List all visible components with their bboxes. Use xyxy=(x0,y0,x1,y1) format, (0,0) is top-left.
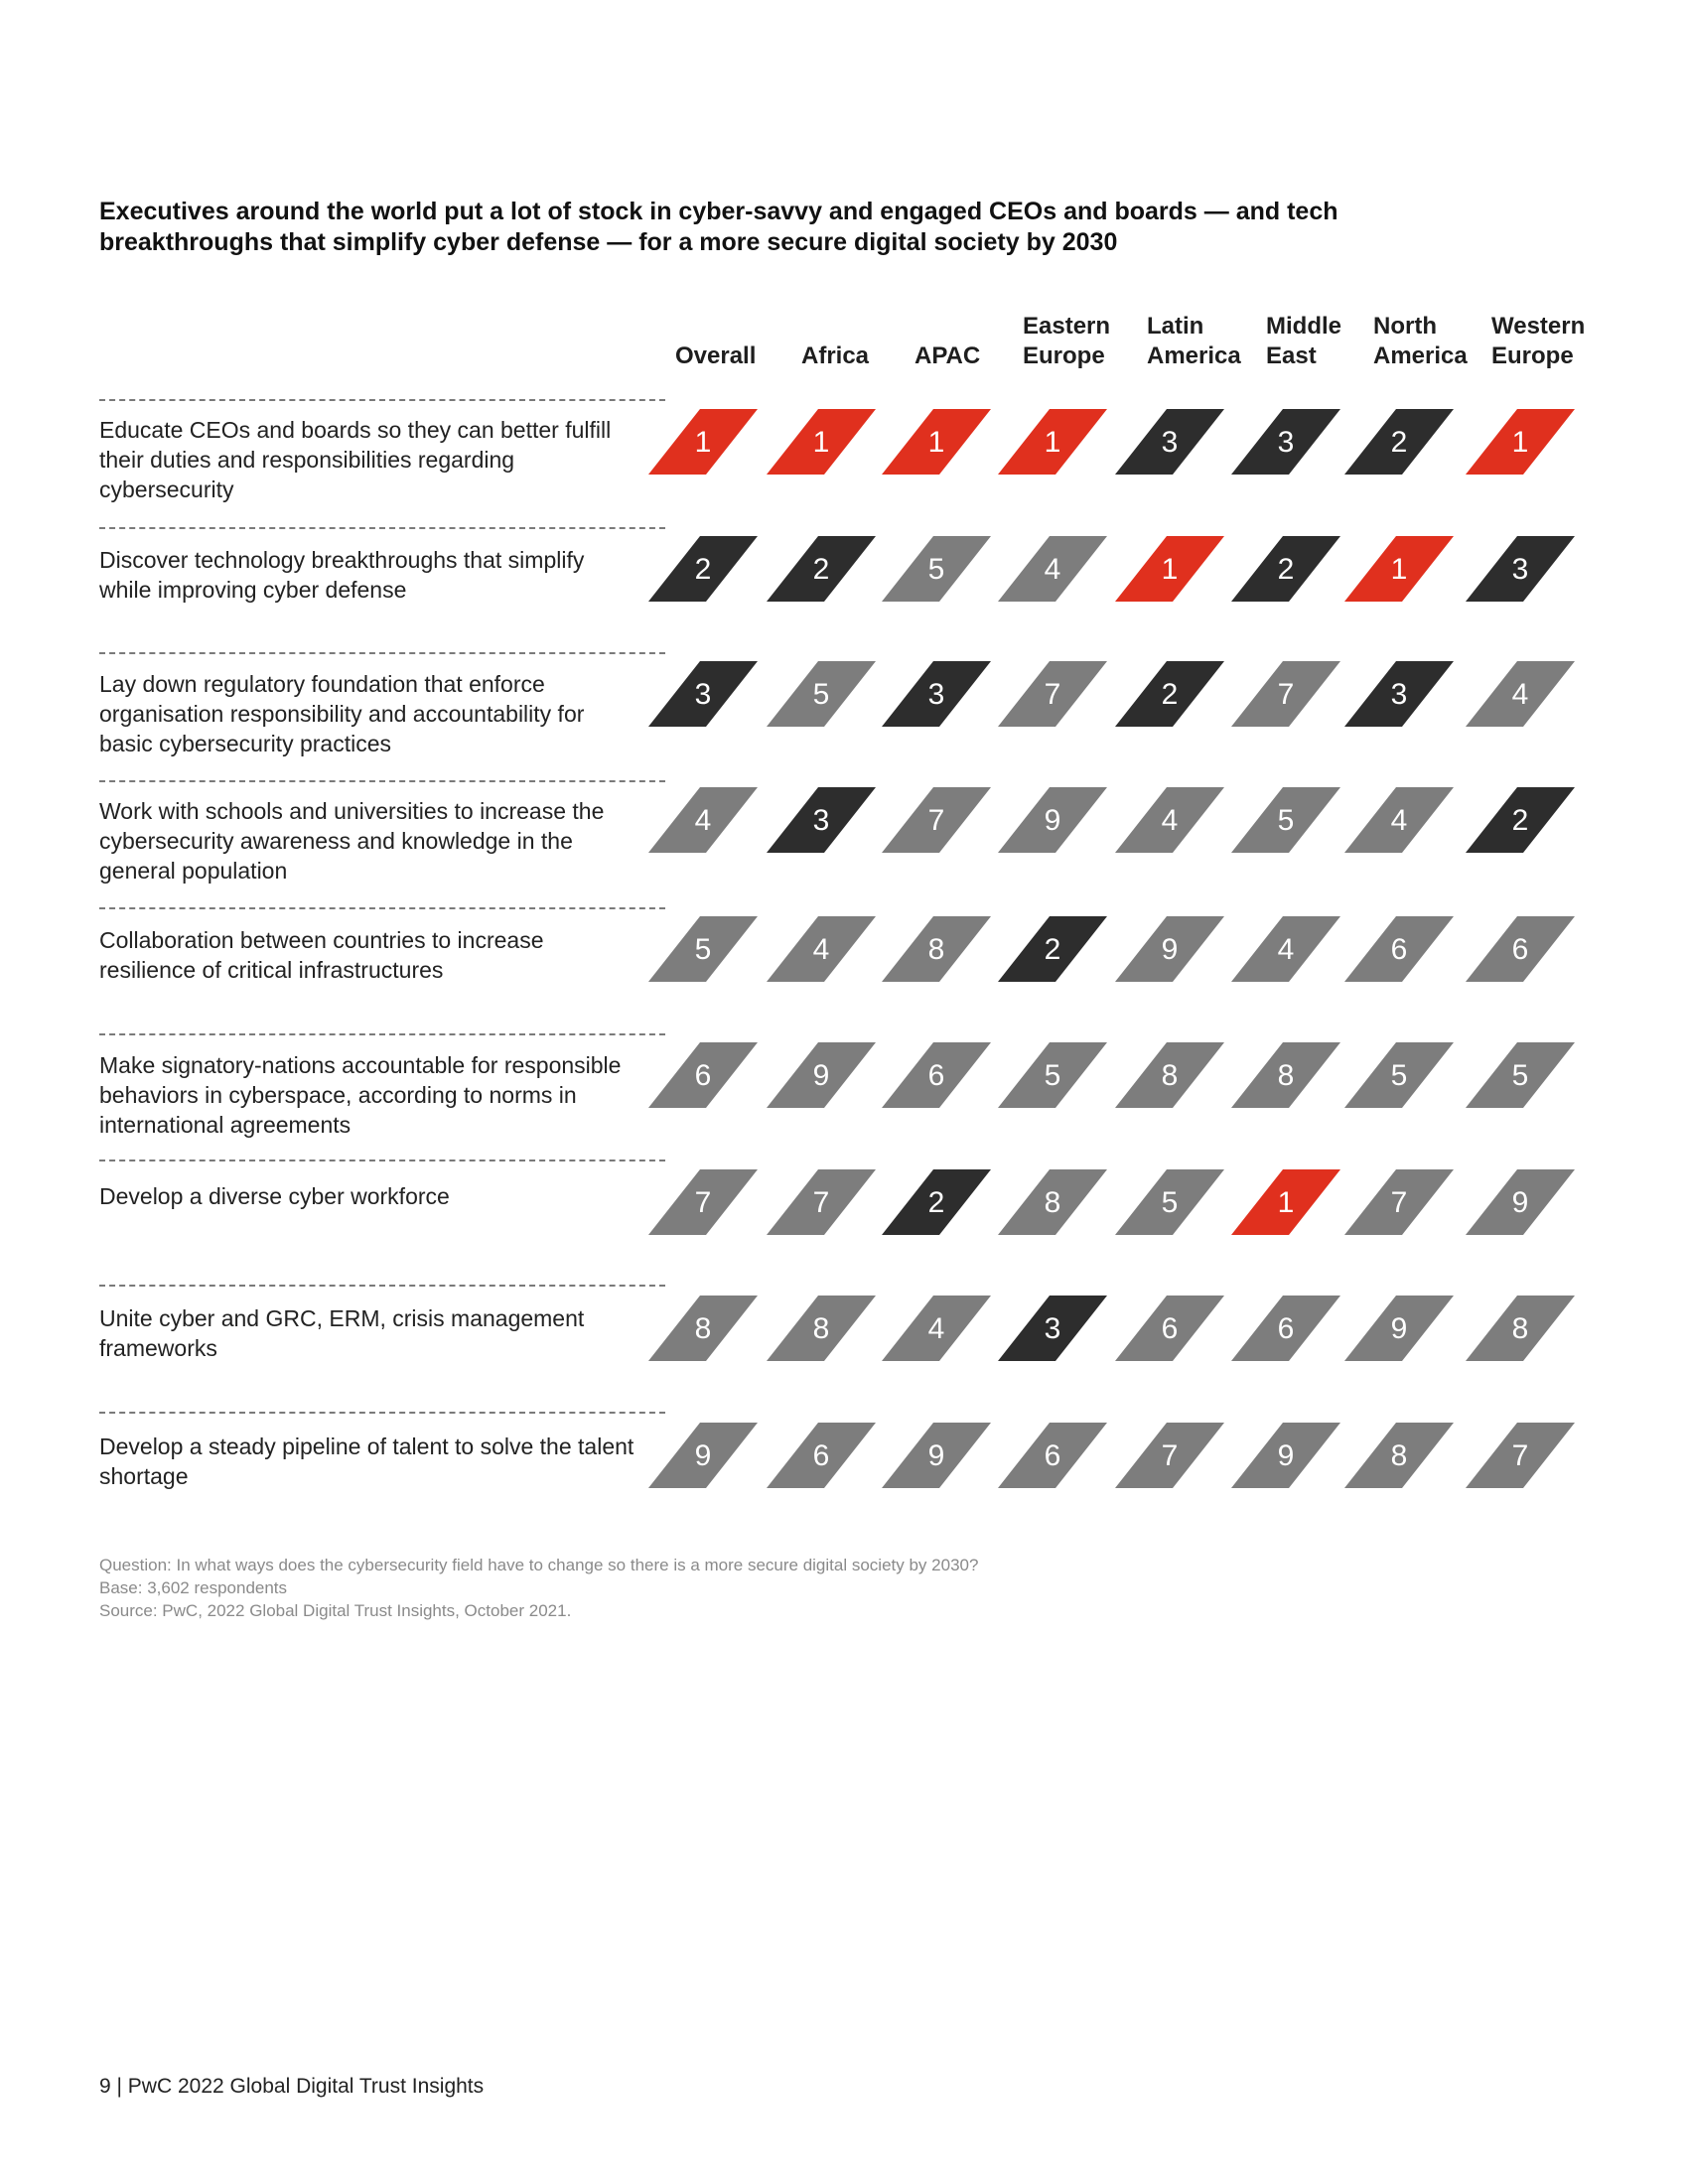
rank-value: 4 xyxy=(1044,553,1061,586)
column-header-apac: APAC xyxy=(914,342,981,369)
rank-value: 9 xyxy=(927,1439,945,1472)
rank-value: 2 xyxy=(694,553,712,586)
rank-value: 8 xyxy=(812,1312,830,1345)
rank-value: 7 xyxy=(927,804,945,837)
rank-value: 9 xyxy=(1511,1186,1529,1219)
rank-value: 5 xyxy=(1511,1059,1529,1092)
row-label-talent-pipeline: Develop a steady pipeline of talent to solve the talent shortage xyxy=(99,1433,634,1489)
rank-value: 1 xyxy=(1277,1186,1295,1219)
rank-value: 3 xyxy=(1511,553,1529,586)
rank-value: 1 xyxy=(927,426,945,459)
rank-value: 9 xyxy=(694,1439,712,1472)
rank-value: 3 xyxy=(927,678,945,711)
rank-value: 5 xyxy=(1277,804,1295,837)
rank-value: 6 xyxy=(1277,1312,1295,1345)
rank-value: 1 xyxy=(694,426,712,459)
rank-value: 4 xyxy=(927,1312,945,1345)
rank-value: 3 xyxy=(1044,1312,1061,1345)
rank-value: 7 xyxy=(1511,1439,1529,1472)
column-header-africa: Africa xyxy=(801,342,870,369)
rank-value: 8 xyxy=(1390,1439,1408,1472)
rank-value: 5 xyxy=(1044,1059,1061,1092)
rank-value: 4 xyxy=(1161,804,1179,837)
rank-value: 5 xyxy=(1161,1186,1179,1219)
chart-title: Executives around the world put a lot of stock in cyber-savvy and engaged CEOs and boards — and tech breakthroughs that simplify cyber defense — for a more secure digital society by 2030 xyxy=(99,198,1338,256)
row-label-unite-cyber-grc: Unite cyber and GRC, ERM, crisis management frameworks xyxy=(99,1305,585,1361)
row-label-schools-universities: Work with schools and universities to increase the cybersecurity awareness and knowledge in the general population xyxy=(99,798,605,884)
rank-value: 9 xyxy=(1390,1312,1408,1345)
rank-value: 3 xyxy=(812,804,830,837)
rank-value: 1 xyxy=(1511,426,1529,459)
row-label-tech-breakthroughs: Discover technology breakthroughs that simplify while improving cyber defense xyxy=(99,547,585,603)
rank-value: 1 xyxy=(1044,426,1061,459)
rank-value: 8 xyxy=(1161,1059,1179,1092)
rank-value: 6 xyxy=(1511,933,1529,966)
row-label-regulatory-foundation: Lay down regulatory foundation that enforce organisation responsibility and accountability for basic cybersecurity practices xyxy=(99,671,585,756)
footnote-question: Question: In what ways does the cybersecurity field have to change so there is a more secure digital society by 2030? xyxy=(99,1556,979,1574)
rank-value: 5 xyxy=(694,933,712,966)
rank-value: 6 xyxy=(694,1059,712,1092)
rank-value: 8 xyxy=(694,1312,712,1345)
rank-value: 4 xyxy=(812,933,830,966)
rank-value: 4 xyxy=(694,804,712,837)
rank-value: 9 xyxy=(1044,804,1061,837)
rank-value: 4 xyxy=(1277,933,1295,966)
rank-value: 3 xyxy=(1161,426,1179,459)
rank-value: 8 xyxy=(1044,1186,1061,1219)
rank-value: 9 xyxy=(812,1059,830,1092)
rank-value: 9 xyxy=(1277,1439,1295,1472)
rank-value: 2 xyxy=(1390,426,1408,459)
rank-value: 8 xyxy=(1277,1059,1295,1092)
column-header-western-europe: Western Europe xyxy=(1491,313,1586,369)
page-footer: 9 | PwC 2022 Global Digital Trust Insights xyxy=(99,2075,485,2098)
rank-value: 1 xyxy=(1390,553,1408,586)
rank-value: 2 xyxy=(1277,553,1295,586)
rank-value: 5 xyxy=(812,678,830,711)
rank-value: 9 xyxy=(1161,933,1179,966)
column-header-latin-america: Latin America xyxy=(1147,313,1241,369)
rank-value: 5 xyxy=(927,553,945,586)
rank-value: 6 xyxy=(927,1059,945,1092)
rank-value: 2 xyxy=(1044,933,1061,966)
rank-value: 7 xyxy=(1390,1186,1408,1219)
rank-value: 7 xyxy=(1044,678,1061,711)
rank-value: 7 xyxy=(694,1186,712,1219)
rank-value: 7 xyxy=(812,1186,830,1219)
row-label-diverse-workforce: Develop a diverse cyber workforce xyxy=(99,1183,450,1209)
row-label-educate-ceos: Educate CEOs and boards so they can better fulfill their duties and responsibilities regarding cybersecurity xyxy=(99,417,612,502)
column-header-middle-east: Middle East xyxy=(1266,313,1341,369)
rank-value: 6 xyxy=(1161,1312,1179,1345)
column-header-eastern-europe: Eastern Europe xyxy=(1023,313,1111,369)
rank-value: 1 xyxy=(1161,553,1179,586)
row-label-collaboration-countries: Collaboration between countries to increase resilience of critical infrastructures xyxy=(99,927,544,983)
rank-value: 1 xyxy=(812,426,830,459)
column-header-overall: Overall xyxy=(675,342,757,369)
rank-value: 2 xyxy=(1161,678,1179,711)
rank-value: 3 xyxy=(1277,426,1295,459)
rank-value: 2 xyxy=(927,1186,945,1219)
footnote-base: Base: 3,602 respondents xyxy=(99,1578,288,1597)
rank-value: 4 xyxy=(1390,804,1408,837)
rank-value: 6 xyxy=(1044,1439,1061,1472)
rank-value: 3 xyxy=(1390,678,1408,711)
rank-value: 2 xyxy=(1511,804,1529,837)
footnote-source: Source: PwC, 2022 Global Digital Trust Insights, October 2021. xyxy=(99,1601,572,1620)
footnote xyxy=(99,1554,978,1622)
rank-value: 6 xyxy=(1390,933,1408,966)
row-label-signatory-nations: Make signatory-nations accountable for responsible behaviors in cyberspace, according to norms in international agreements xyxy=(99,1052,622,1138)
rank-value: 3 xyxy=(694,678,712,711)
rank-value: 8 xyxy=(927,933,945,966)
column-header-north-america: North America xyxy=(1373,313,1468,369)
rank-value: 5 xyxy=(1390,1059,1408,1092)
rank-value: 2 xyxy=(812,553,830,586)
rank-value: 7 xyxy=(1161,1439,1179,1472)
rank-value: 8 xyxy=(1511,1312,1529,1345)
rank-value: 4 xyxy=(1511,678,1529,711)
rank-value: 6 xyxy=(812,1439,830,1472)
rank-value: 7 xyxy=(1277,678,1295,711)
